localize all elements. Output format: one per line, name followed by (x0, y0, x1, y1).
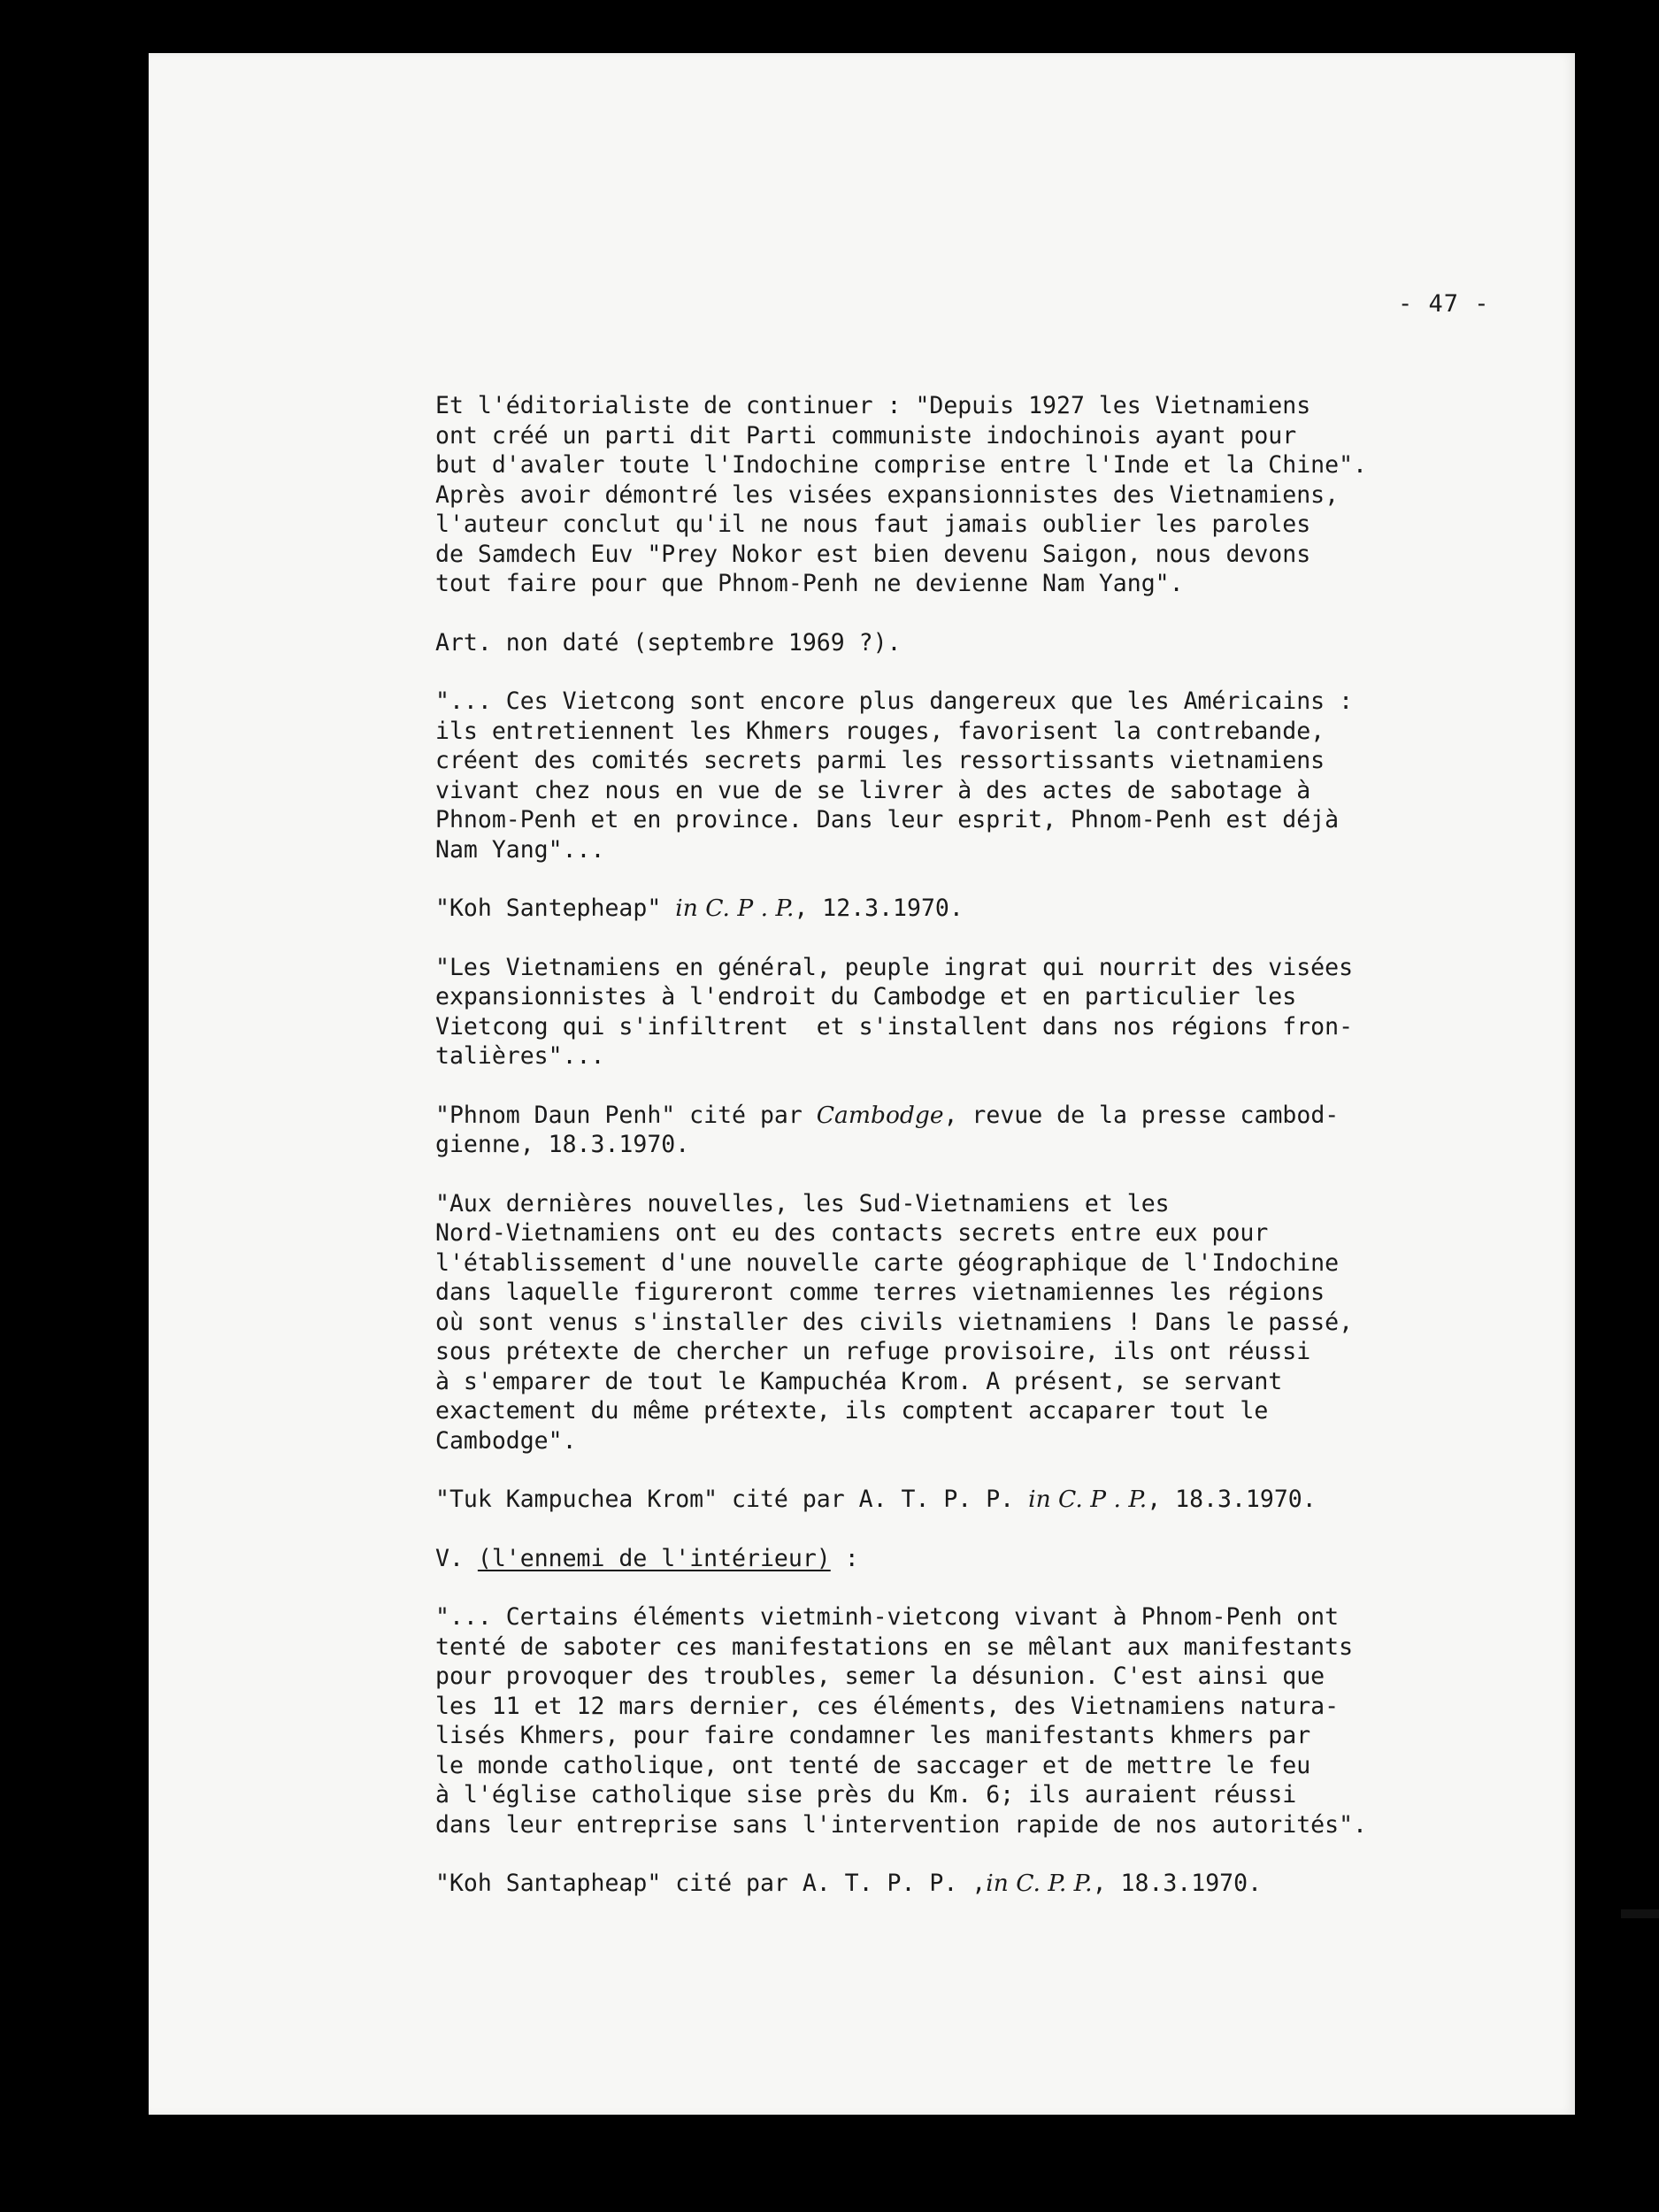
text-line: "... Ces Vietcong sont encore plus dangereux que les Américains : (435, 687, 1354, 715)
citation-date: , 18.3.1970. (1092, 1870, 1263, 1897)
citation-tail: , revue de la presse cambod- (943, 1101, 1340, 1129)
citation-date: , 12.3.1970. (794, 895, 964, 922)
text-line: l'auteur conclut qu'il ne nous faut jamais oublier les paroles (435, 511, 1311, 538)
text-line: dans leur entreprise sans l'intervention rapide de nos autorités". (435, 1810, 1367, 1839)
heading-suffix: : (830, 1544, 859, 1572)
section-heading-ennemi-interieur (435, 1544, 1559, 1574)
text-line: à s'emparer de tout le Kampuchéa Krom. A présent, se servant (435, 1367, 1283, 1395)
text-line: expansionnistes à l'endroit du Cambodge et en particulier les (435, 983, 1297, 1010)
citation-tuk-kampuchea-krom (435, 1485, 1559, 1515)
citation-italic: in C. P. P. (986, 1870, 1093, 1897)
citation-art-non-date (435, 628, 1559, 658)
text-line: où sont venus s'installer des civils vietnamiens ! Dans le passé, (435, 1308, 1354, 1336)
text-line: "Aux dernières nouvelles, les Sud-Vietnamiens et les (435, 1189, 1170, 1217)
text-line: les 11 et 12 mars dernier, ces éléments, des Vietnamiens natura- (435, 1692, 1340, 1720)
text-line: lisés Khmers, pour faire condamner les manifestants khmers par (435, 1722, 1311, 1749)
text-line: Cambodge". (435, 1426, 577, 1455)
citation-source: "Koh Santepheap" (435, 895, 676, 922)
text-line: Et l'éditorialiste de continuer : "Depuis 1927 les Vietnamiens (435, 392, 1311, 419)
text-line: Vietcong qui s'infiltrent et s'installent dans nos régions fron- (435, 1012, 1354, 1041)
text-line: de Samdech Euv "Prey Nokor est bien devenu Saigon, nous devons (435, 540, 1311, 568)
text-line: gienne, 18.3.1970. (435, 1131, 690, 1158)
text-line: dans laquelle figureront comme terres vietnamiennes les régions (435, 1279, 1325, 1306)
quote-vietcong-dangereux (435, 687, 1559, 864)
citation-phnom-daun-penh (435, 1101, 1559, 1160)
margin-tab-marker (1621, 1909, 1659, 1918)
text-line: "... Certains éléments vietminh-vietcong vivant à Phnom-Penh ont (435, 1603, 1340, 1631)
text-line: Après avoir démontré les visées expansionnistes des Vietnamiens, (435, 480, 1340, 509)
text-line: Nam Yang"... (435, 835, 605, 864)
text-line: à l'église catholique sise près du Km. 6; ils auraient réussi (435, 1781, 1297, 1809)
citation-date: , 18.3.1970. (1147, 1486, 1317, 1513)
citation-source: "Tuk Kampuchea Krom" cité par A. T. P. P. (435, 1486, 1029, 1513)
quote-vietnamiens-general (435, 953, 1559, 1071)
text-line: ils entretiennent les Khmers rouges, favorisent la contrebande, (435, 717, 1325, 745)
citation-koh-santepheap (435, 894, 1559, 924)
citation-koh-santapheap (435, 1869, 1559, 1899)
text-line: exactement du même prétexte, ils comptent accaparer tout le (435, 1397, 1269, 1425)
text-line: Phnom-Penh et en province. Dans leur esprit, Phnom-Penh est déjà (435, 806, 1340, 833)
citation-italic: in C. P . P. (1028, 1486, 1148, 1513)
citation-italic: in C. P . P. (675, 895, 795, 922)
document-page (149, 53, 1575, 2115)
text-line: créent des comités secrets parmi les ressortissants vietnamiens (435, 747, 1325, 774)
text-line: talières"... (435, 1042, 605, 1070)
text-line: l'établissement d'une nouvelle carte géographique de l'Indochine (435, 1248, 1340, 1277)
text-line: tout faire pour que Phnom-Penh ne devienne Nam Yang". (435, 570, 1184, 597)
text-line: tenté de saboter ces manifestations en se mêlant aux manifestants (435, 1632, 1354, 1661)
paragraph-editorial (435, 391, 1559, 599)
citation-source: "Phnom Daun Penh" cité par (435, 1101, 817, 1129)
quote-elements-vietminh (435, 1602, 1559, 1839)
text-line: ont créé un parti dit Parti communiste indochinois ayant pour (435, 421, 1297, 449)
text-line: Nord-Vietnamiens ont eu des contacts secrets entre eux pour (435, 1219, 1269, 1247)
citation-source: "Koh Santapheap" cité par A. T. P. P. , (435, 1870, 987, 1897)
page-number: - 47 - (1398, 290, 1490, 318)
text-line: "Les Vietnamiens en général, peuple ingrat qui nourrit des visées (435, 953, 1354, 981)
text-line: but d'avaler toute l'Indochine comprise entre l'Inde et la Chine". (435, 451, 1367, 479)
text-line: vivant chez nous en vue de se livrer à des actes de sabotage à (435, 776, 1311, 804)
text-line: pour provoquer des troubles, semer la désunion. C'est ainsi que (435, 1663, 1325, 1690)
text-line: sous prétexte de chercher un refuge provisoire, ils ont réussi (435, 1338, 1311, 1365)
text-line: Art. non daté (septembre 1969 ?). (435, 628, 902, 657)
heading-prefix: V. (435, 1544, 478, 1572)
citation-italic: Cambodge (816, 1101, 944, 1129)
quote-dernieres-nouvelles (435, 1189, 1559, 1456)
document-body (435, 391, 1559, 1928)
text-line: le monde catholique, ont tenté de saccager et de mettre le feu (435, 1751, 1311, 1779)
heading-underlined: (l'ennemi de l'intérieur) (477, 1544, 831, 1572)
